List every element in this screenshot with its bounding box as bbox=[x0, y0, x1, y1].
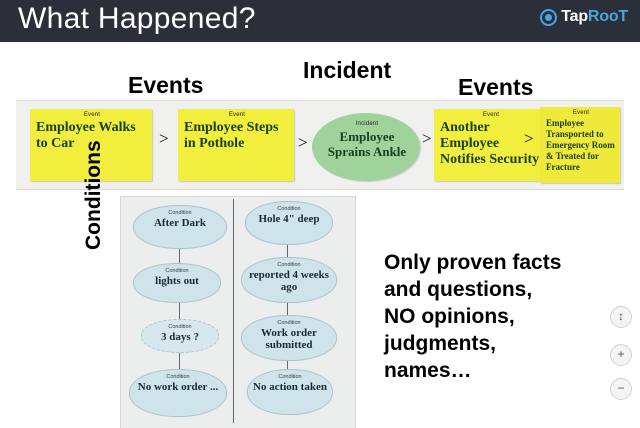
label-incident: Incident bbox=[303, 57, 392, 83]
connector-right-1 bbox=[287, 245, 288, 257]
flow-arrow-3: > bbox=[422, 129, 432, 148]
move-handle-icon[interactable]: ↕ bbox=[610, 306, 632, 328]
taproot-logo bbox=[540, 8, 628, 26]
connector-left-2 bbox=[179, 303, 180, 319]
zoom-in-button[interactable]: + bbox=[610, 344, 632, 366]
flow-arrow-1: > bbox=[159, 129, 169, 148]
incident-text: Employee Sprains Ankle bbox=[327, 129, 407, 159]
event-text-4: Employee Transported to Emergency Room & Treated for Fracture bbox=[546, 118, 615, 172]
connector-left-3 bbox=[179, 353, 180, 369]
page-title: What Happened? bbox=[18, 2, 256, 35]
incident-sticky bbox=[312, 113, 420, 181]
condition-kind-right-4: Condition bbox=[278, 374, 302, 380]
condition-kind-right-3: Condition bbox=[277, 320, 301, 326]
condition-kind-left-3: Condition bbox=[168, 324, 192, 330]
slide-header bbox=[0, 0, 640, 42]
callout-line-1: Only proven facts bbox=[384, 251, 562, 274]
condition-right-4 bbox=[247, 369, 333, 415]
callout-line-2: and questions, bbox=[384, 278, 533, 301]
condition-kind-right-1: Condition bbox=[277, 206, 301, 212]
condition-right-3 bbox=[241, 315, 337, 361]
condition-text-right-4: No action taken bbox=[253, 381, 327, 393]
callout-text bbox=[384, 249, 614, 384]
condition-text-left-2: lights out bbox=[155, 275, 199, 287]
connector-right-3 bbox=[287, 361, 288, 369]
condition-kind-left-4: Condition bbox=[166, 374, 190, 380]
condition-left-2 bbox=[133, 263, 221, 303]
event-kind-4: Event bbox=[572, 110, 590, 116]
condition-left-3 bbox=[141, 319, 219, 353]
connector-right-2 bbox=[287, 303, 288, 315]
condition-kind-left-1: Condition bbox=[168, 210, 192, 216]
logo-text-root: RooT bbox=[587, 8, 628, 25]
zoom-out-button[interactable]: − bbox=[610, 378, 632, 400]
condition-text-left-3: 3 days ? bbox=[161, 331, 199, 343]
event-sticky-4 bbox=[540, 107, 620, 183]
condition-left-1 bbox=[133, 205, 227, 249]
event-text-2: Employee Steps in Pothole bbox=[184, 120, 279, 151]
condition-left-4 bbox=[129, 369, 227, 417]
condition-right-2 bbox=[241, 257, 337, 303]
event-text-3: Another Employee Notifies Security bbox=[440, 120, 540, 167]
conditions-chart-photo bbox=[120, 196, 356, 428]
callout-line-5: names… bbox=[384, 359, 472, 382]
label-conditions: Conditions bbox=[82, 140, 105, 250]
condition-text-left-4: No work order ... bbox=[137, 381, 219, 393]
condition-right-1 bbox=[245, 201, 333, 245]
callout-line-3: NO opinions, bbox=[384, 305, 515, 328]
events-sequence-photo bbox=[16, 100, 624, 190]
label-events-right: Events bbox=[458, 74, 534, 100]
event-sticky-2 bbox=[178, 109, 294, 181]
callout-line-4: judgments, bbox=[384, 332, 497, 355]
condition-text-right-1: Hole 4" deep bbox=[258, 213, 320, 225]
logo-wordmark bbox=[561, 8, 628, 26]
event-kind-1: Event bbox=[83, 112, 101, 118]
logo-text-tap: Tap bbox=[561, 8, 588, 25]
condition-text-right-2: reported 4 weeks ago bbox=[249, 269, 329, 293]
event-kind-3: Event bbox=[482, 112, 500, 118]
incident-kind: Incident bbox=[355, 121, 379, 127]
event-text-1: Employee Walks to Car bbox=[36, 120, 136, 151]
circle-logo-icon bbox=[540, 9, 557, 26]
event-kind-2: Event bbox=[228, 112, 246, 118]
condition-text-left-1: After Dark bbox=[153, 217, 207, 229]
condition-kind-right-2: Condition bbox=[277, 262, 301, 268]
flow-arrow-4: > bbox=[524, 129, 534, 148]
label-events-left: Events bbox=[128, 72, 204, 98]
condition-text-right-3: Work order submitted bbox=[261, 327, 317, 351]
chart-divider-line bbox=[233, 199, 234, 423]
flow-arrow-2: > bbox=[298, 133, 308, 152]
condition-kind-left-2: Condition bbox=[165, 268, 189, 274]
